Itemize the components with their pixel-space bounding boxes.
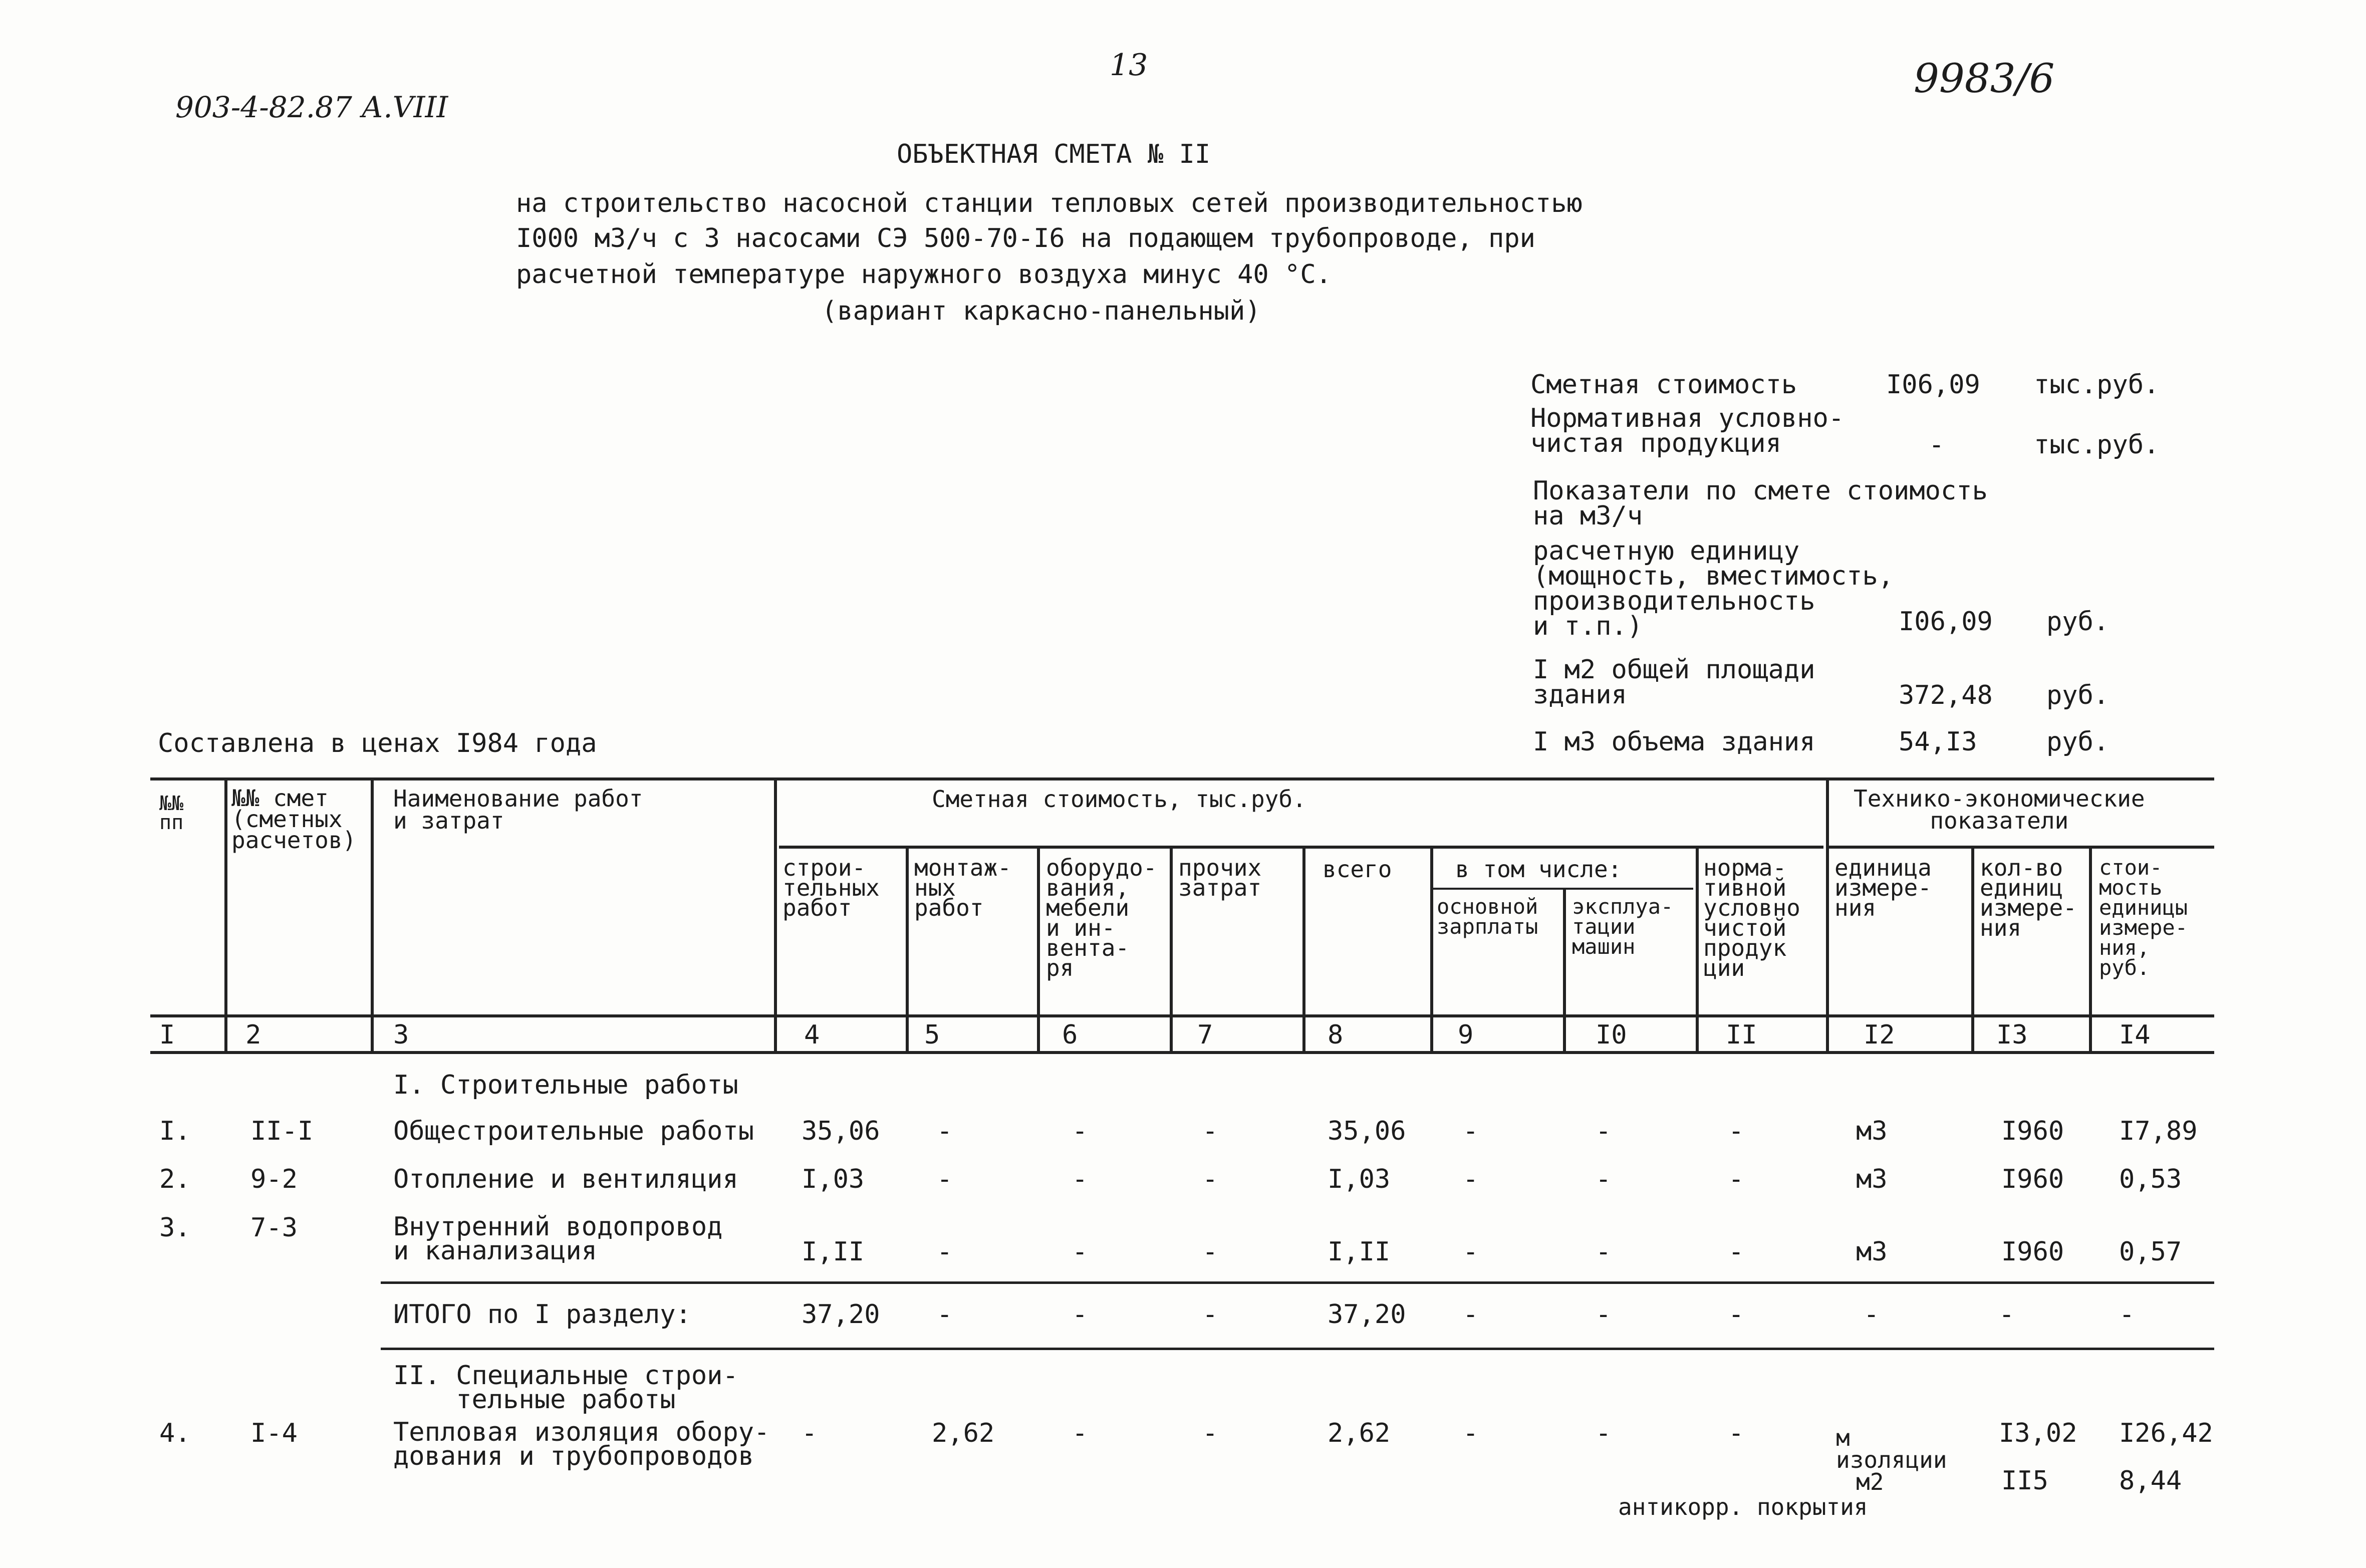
cell-construction: - [802, 1418, 818, 1448]
col-number: 9 [1458, 1020, 1474, 1050]
header-construction: строи- тельных работ [782, 854, 880, 921]
page-number: 13 [1110, 48, 1148, 83]
col-sep-3 [774, 777, 777, 1051]
area-label: I м2 общей площади здания [1533, 655, 1815, 710]
cell-unit-cost: - [2119, 1299, 2135, 1330]
row-name: Тепловая изоляция обору- дования и трубопроводов [393, 1417, 770, 1471]
archive-number: 9983/6 [1914, 55, 2055, 102]
title-line-4: (вариант каркасно-панельный) [822, 296, 1261, 326]
header-num: №№ пп [159, 792, 184, 834]
col-sep-8 [1430, 848, 1433, 1051]
indicators-label: Показатели по смете стоимость на м3/ч [1533, 476, 1988, 531]
header-unit-cost: стои- мость единицы измере- ния, руб. [2099, 855, 2188, 980]
cell-equipment: - [1072, 1164, 1088, 1194]
cell-other: - [1202, 1116, 1218, 1146]
header-unit-count: кол-во единиц измере- ния [1980, 854, 2077, 941]
cell-machines: - [1596, 1418, 1612, 1448]
total1-bottom-rule [381, 1348, 2214, 1350]
title-line-2: I000 м3/ч с 3 насосами СЭ 500-70-I6 на подающем трубопроводе, при [516, 223, 1535, 253]
cell-installation: - [937, 1299, 953, 1330]
calc-unit-label: расчетную единицу (мощность, вместимость, производительность и т.п.) [1533, 536, 1894, 641]
cell-construction: 37,20 [802, 1299, 880, 1330]
row-name: Общестроительные работы [393, 1116, 754, 1146]
col-number: I [159, 1020, 175, 1050]
cell-normative: - [1728, 1237, 1744, 1267]
cell-normative: - [1728, 1418, 1744, 1448]
col-sep-9 [1563, 890, 1566, 1051]
cell-unit-cost-2: 8,44 [2119, 1466, 2182, 1496]
col-sep-13 [2089, 848, 2092, 1051]
header-total: всего [1323, 856, 1392, 883]
title-line-3: расчетной температуре наружного воздуха минус 40 °С. [516, 259, 1332, 290]
calc-unit-unit: руб. [2046, 607, 2110, 637]
cell-base-salary: - [1463, 1418, 1479, 1448]
header-unit-measure: единица измере- ния [1834, 854, 1932, 921]
cell-base-salary: - [1463, 1164, 1479, 1194]
cell-machines: - [1596, 1164, 1612, 1194]
estimate-heading: ОБЪЕКТНАЯ СМЕТА № II [897, 139, 1211, 169]
cell-unit-measure: - [1864, 1299, 1880, 1330]
row-num: I. [159, 1116, 191, 1146]
col-number: 8 [1328, 1020, 1344, 1050]
col-sep-5 [1037, 848, 1040, 1051]
tech-header-rule [1828, 846, 2214, 849]
estimated-cost-label: Сметная стоимость [1530, 370, 1797, 400]
col-number: I2 [1864, 1020, 1895, 1050]
col-sep-10 [1696, 848, 1699, 1051]
volume-value: 54,I3 [1899, 727, 1977, 757]
cell-installation: - [937, 1237, 953, 1267]
cell-construction: I,03 [802, 1164, 865, 1194]
cell-total: I,03 [1328, 1164, 1391, 1194]
row-name: Внутренний водопровод и канализация [393, 1212, 723, 1266]
estimated-cost-unit: тыс.руб. [2034, 370, 2160, 400]
cell-unit-count-2: II5 [2001, 1466, 2048, 1496]
row-name: Отопление и вентиляция [393, 1164, 738, 1194]
row-num: 4. [159, 1418, 191, 1448]
col-number: I3 [1996, 1020, 2028, 1050]
col-number: 2 [245, 1020, 261, 1050]
cell-unit-cost: 0,57 [2119, 1237, 2182, 1267]
cell-installation: - [937, 1116, 953, 1146]
table-top-rule [150, 777, 2214, 780]
cell-unit-measure: м3 [1856, 1237, 1888, 1267]
net-product-value: - [1929, 430, 1945, 460]
cell-total: 37,20 [1328, 1299, 1406, 1330]
cell-construction: 35,06 [802, 1116, 880, 1146]
col-numbers-rule [150, 1051, 2214, 1054]
row-estimate: 7-3 [250, 1213, 298, 1243]
cell-unit-count: I960 [2001, 1164, 2064, 1194]
cell-unit-count: I960 [2001, 1116, 2064, 1146]
header-cost-group: Сметная стоимость, тыс.руб. [932, 786, 1306, 813]
volume-unit: руб. [2046, 727, 2110, 757]
total1-top-rule [381, 1281, 2214, 1284]
cell-construction: I,II [802, 1237, 865, 1267]
row-estimate: I-4 [250, 1418, 298, 1448]
prices-note: Составлена в ценах I984 года [158, 728, 597, 758]
cell-equipment: - [1072, 1237, 1088, 1267]
cell-total: 2,62 [1328, 1418, 1391, 1448]
cell-equipment: - [1072, 1299, 1088, 1330]
col-sep-11 [1826, 777, 1829, 1051]
calc-unit-value: I06,09 [1899, 607, 1993, 637]
col-sep-7 [1302, 848, 1305, 1051]
cell-unit-count: I960 [2001, 1237, 2064, 1267]
cell-normative: - [1728, 1116, 1744, 1146]
cell-unit-cost: I7,89 [2119, 1116, 2198, 1146]
cell-unit-cost: 0,53 [2119, 1164, 2182, 1194]
cell-unit-cost: I26,42 [2119, 1418, 2213, 1448]
cell-normative: - [1728, 1164, 1744, 1194]
header-including: в том числе: [1455, 856, 1622, 883]
cell-equipment: - [1072, 1418, 1088, 1448]
col-sep-12 [1971, 848, 1974, 1051]
net-product-label: Нормативная условно- чистая продукция [1530, 403, 1845, 458]
area-unit: руб. [2046, 680, 2110, 710]
total-label: ИТОГО по I разделу: [393, 1299, 691, 1330]
cell-total: I,II [1328, 1237, 1391, 1267]
cell-base-salary: - [1463, 1237, 1479, 1267]
cell-other: - [1202, 1237, 1218, 1267]
cell-unit-measure: м3 [1856, 1164, 1888, 1194]
header-other: прочих затрат [1178, 854, 1262, 901]
col-number: 4 [804, 1020, 820, 1050]
area-value: 372,48 [1899, 680, 1993, 710]
cell-other: - [1202, 1164, 1218, 1194]
col-number: 5 [924, 1020, 940, 1050]
cell-unit-count: - [1999, 1299, 2015, 1330]
header-estimate-num: №№ смет (сметных расчетов) [231, 785, 357, 854]
document-code: 903-4-82.87 А.VIII [175, 90, 448, 124]
estimated-cost-value: I06,09 [1886, 370, 1980, 400]
cell-installation: 2,62 [932, 1418, 995, 1448]
header-base-salary: основной зарплаты [1437, 894, 1538, 939]
title-line-1: на строительство насосной станции тепловых сетей производительностью [516, 188, 1583, 218]
col-number: 3 [393, 1020, 409, 1050]
cell-unit-measure: м изоляции [1836, 1424, 1947, 1473]
header-equipment: оборудо- вания, мебели и ин- вента- ря [1046, 854, 1157, 981]
col-number: 6 [1062, 1020, 1078, 1050]
cost-header-rule [779, 846, 1823, 849]
cell-base-salary: - [1463, 1116, 1479, 1146]
cell-other: - [1202, 1418, 1218, 1448]
header-machines: эксплуа- тации машин [1572, 894, 1674, 959]
cell-unit-count: I3,02 [1999, 1418, 2077, 1448]
cell-unit-measure: м3 [1856, 1116, 1888, 1146]
col-number: I4 [2119, 1020, 2151, 1050]
header-normative: норма- тивной условно чистой продук ции [1703, 854, 1800, 981]
row-num: 2. [159, 1164, 191, 1194]
section2-title: II. Специальные строи- тельные работы [393, 1361, 738, 1415]
col-sep-4 [906, 848, 909, 1051]
header-installation: монтаж- ных работ [914, 854, 1011, 921]
col-sep-1 [224, 777, 227, 1051]
net-product-unit: тыс.руб. [2034, 430, 2160, 460]
cell-machines: - [1596, 1237, 1612, 1267]
header-bottom-rule [150, 1014, 2214, 1017]
cell-installation: - [937, 1164, 953, 1194]
section1-title: I. Строительные работы [393, 1070, 738, 1100]
header-tech-group: Технико-экономические показатели [1854, 785, 2145, 834]
row-num: 3. [159, 1213, 191, 1243]
cell-total: 35,06 [1328, 1116, 1406, 1146]
col-number: 7 [1197, 1020, 1213, 1050]
col-sep-6 [1170, 848, 1173, 1051]
cell-normative: - [1728, 1299, 1744, 1330]
col-number: II [1726, 1020, 1757, 1050]
col-sep-2 [371, 777, 374, 1051]
cell-machines: - [1596, 1116, 1612, 1146]
header-name: Наименование работ и затрат [393, 785, 643, 834]
volume-label: I м3 объема здания [1533, 727, 1815, 757]
col-number: I0 [1596, 1020, 1627, 1050]
row-estimate: 9-2 [250, 1164, 298, 1194]
cell-other: - [1202, 1299, 1218, 1330]
cell-machines: - [1596, 1299, 1612, 1330]
cell-unit-measure-2: м2 [1856, 1468, 1884, 1495]
cell-base-salary: - [1463, 1299, 1479, 1330]
row-estimate: II-I [250, 1116, 314, 1146]
anticorrosion-note: антикорр. покрытия [1618, 1493, 1868, 1520]
cell-equipment: - [1072, 1116, 1088, 1146]
